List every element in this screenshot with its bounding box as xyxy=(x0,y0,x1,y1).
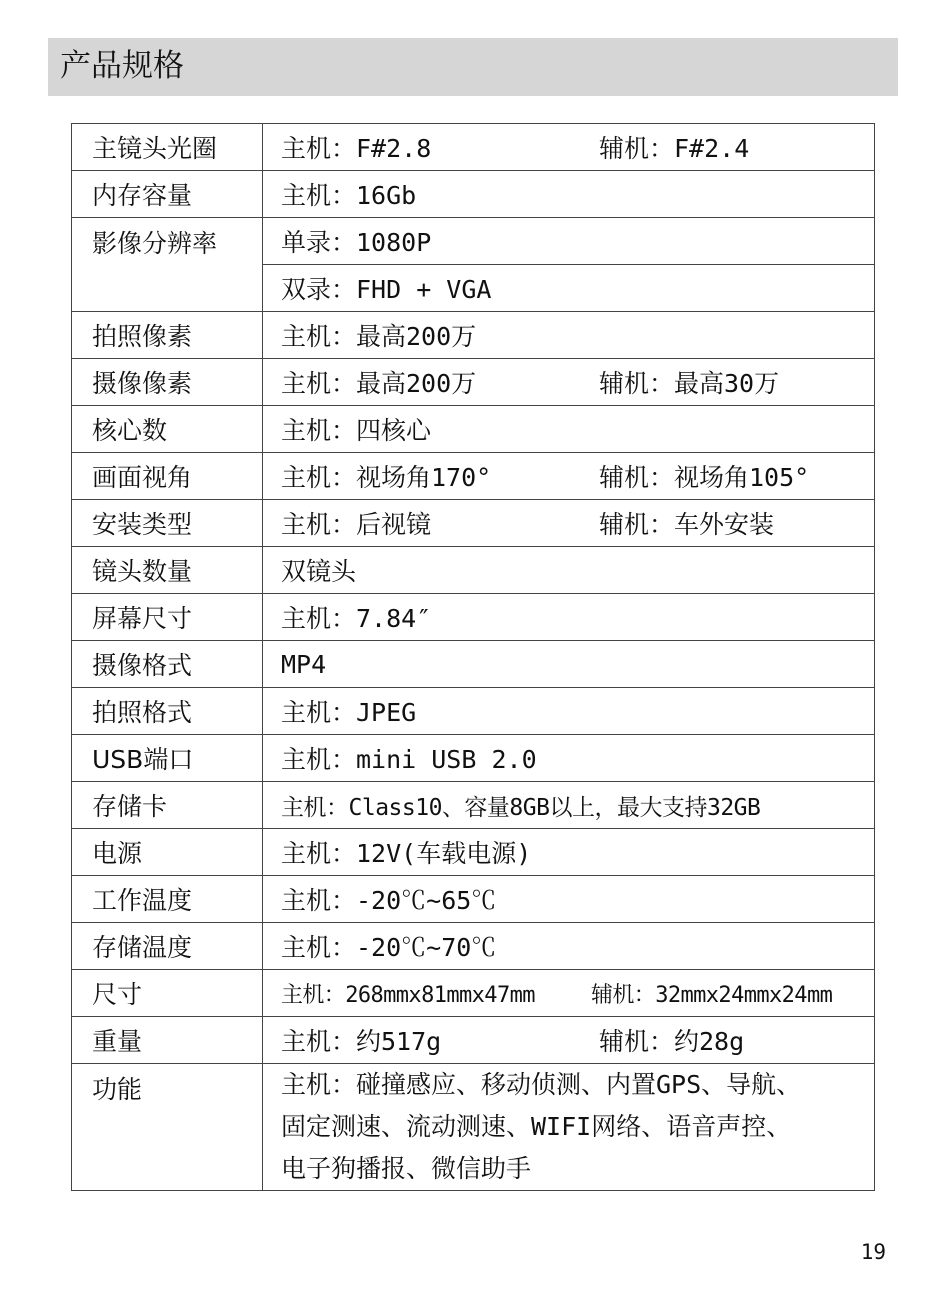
aux-unit-value: 辅机：视场角105° xyxy=(599,463,810,492)
table-row xyxy=(72,547,875,594)
row-label: 电源 xyxy=(72,829,263,876)
spec-table xyxy=(71,123,875,1191)
aux-unit-value: 辅机：最高30万 xyxy=(599,369,780,398)
row-value xyxy=(263,500,875,547)
row-label: 安装类型 xyxy=(72,500,263,547)
aux-unit-value: 辅机：32mmx24mmx24mm xyxy=(591,982,833,1008)
row-value xyxy=(263,124,875,171)
row-label: 镜头数量 xyxy=(72,547,263,594)
table-row xyxy=(72,641,875,688)
row-value: 主机：12V(车载电源) xyxy=(263,829,875,876)
page-number: 19 xyxy=(860,1240,886,1264)
row-value: 主机：-20℃~65℃ xyxy=(263,876,875,923)
row-label: 屏幕尺寸 xyxy=(72,594,263,641)
row-value xyxy=(263,359,875,406)
row-label: 功能 xyxy=(72,1064,263,1191)
table-row xyxy=(72,876,875,923)
row-value: 主机：7.84″ xyxy=(263,594,875,641)
table-row xyxy=(72,1064,875,1191)
row-label: 尺寸 xyxy=(72,970,263,1017)
table-row xyxy=(72,312,875,359)
row-value: 主机：Class10、容量8GB以上，最大支持32GB xyxy=(263,782,875,829)
row-value: 双录：FHD + VGA xyxy=(263,265,875,312)
table-row xyxy=(72,923,875,970)
table-row xyxy=(72,453,875,500)
row-label: 画面视角 xyxy=(72,453,263,500)
main-unit-value: 主机：最高200万 xyxy=(281,369,477,398)
row-label: 内存容量 xyxy=(72,171,263,218)
row-value: 主机：-20℃~70℃ xyxy=(263,923,875,970)
main-unit-value: 主机：268mmx81mmx47mm xyxy=(281,982,535,1008)
feature-line: 主机：碰撞感应、移动侦测、内置GPS、导航、 xyxy=(281,1070,802,1099)
table-row xyxy=(72,218,875,265)
row-value xyxy=(263,1064,875,1191)
row-value: 单录：1080P xyxy=(263,218,875,265)
row-label: 工作温度 xyxy=(72,876,263,923)
table-row xyxy=(72,688,875,735)
table-row xyxy=(72,735,875,782)
table-row xyxy=(72,500,875,547)
row-label: 拍照像素 xyxy=(72,312,263,359)
row-label: 拍照格式 xyxy=(72,688,263,735)
feature-line: 电子狗播报、微信助手 xyxy=(281,1154,532,1183)
section-header xyxy=(48,38,898,96)
table-row xyxy=(72,406,875,453)
row-value: 双镜头 xyxy=(263,547,875,594)
row-value xyxy=(263,970,875,1017)
row-label: 摄像格式 xyxy=(72,641,263,688)
table-row xyxy=(72,124,875,171)
row-value: 主机：JPEG xyxy=(263,688,875,735)
section-title: 产品规格 xyxy=(60,48,184,84)
row-value: 主机：四核心 xyxy=(263,406,875,453)
row-label: 存储温度 xyxy=(72,923,263,970)
table-row xyxy=(72,829,875,876)
row-label: 核心数 xyxy=(72,406,263,453)
row-value: 主机：16Gb xyxy=(263,171,875,218)
row-label: 重量 xyxy=(72,1017,263,1064)
row-value xyxy=(263,453,875,500)
row-value: 主机：最高200万 xyxy=(263,312,875,359)
table-row xyxy=(72,970,875,1017)
row-value xyxy=(263,1017,875,1064)
table-row xyxy=(72,359,875,406)
table-row xyxy=(72,782,875,829)
aux-unit-value: 辅机：车外安装 xyxy=(599,510,775,539)
row-value: 主机：mini USB 2.0 xyxy=(263,735,875,782)
aux-unit-value: 辅机：约28g xyxy=(599,1027,745,1056)
row-label: 主镜头光圈 xyxy=(72,124,263,171)
row-label: 存储卡 xyxy=(72,782,263,829)
aux-unit-value: 辅机：F#2.4 xyxy=(599,134,750,163)
main-unit-value: 主机：约517g xyxy=(281,1027,442,1056)
row-value: MP4 xyxy=(263,641,875,688)
main-unit-value: 主机：后视镜 xyxy=(281,510,432,539)
row-label: 摄像像素 xyxy=(72,359,263,406)
table-row xyxy=(72,594,875,641)
row-label: USB端口 xyxy=(72,735,263,782)
main-unit-value: 主机：视场角170° xyxy=(281,463,492,492)
feature-line: 固定测速、流动测速、WIFI网络、语音声控、 xyxy=(281,1112,792,1141)
table-row xyxy=(72,171,875,218)
row-label: 影像分辨率 xyxy=(72,218,263,312)
main-unit-value: 主机：F#2.8 xyxy=(281,134,432,163)
table-row xyxy=(72,1017,875,1064)
